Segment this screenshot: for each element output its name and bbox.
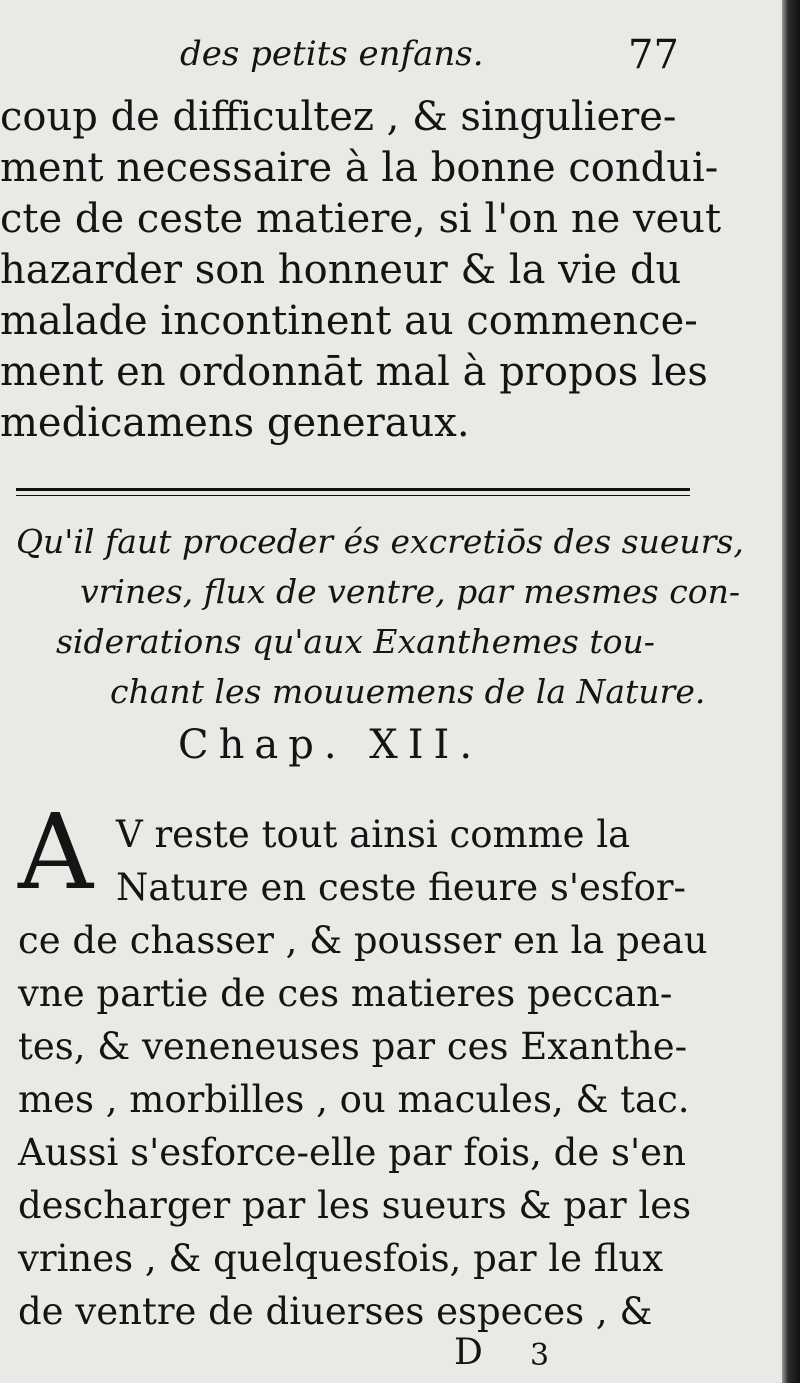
text-line: mes , morbilles , ou macules, & tac.	[18, 1078, 690, 1121]
text-line: Nature en ceste fieure s'esfor-	[116, 866, 687, 909]
page-gutter-shadow	[782, 0, 800, 1383]
chapter-title-line: chant les mouuemens de la Nature.	[110, 672, 706, 711]
section-rule-thin	[16, 495, 690, 496]
signature-mark: D	[454, 1332, 483, 1373]
text-line: malade incontinent au commence-	[0, 298, 698, 344]
text-line: ment en ordonnāt mal à propos les	[0, 349, 708, 395]
text-line: cte de ceste matiere, si l'on ne veut	[0, 196, 722, 242]
text-line: ment necessaire à la bonne condui-	[0, 145, 719, 191]
text-line: Aussi s'esforce-elle par fois, de s'en	[18, 1131, 686, 1174]
text-line: vrines , & quelquesfois, par le flux	[18, 1237, 664, 1280]
chapter-title-line: Qu'il faut proceder és excretiōs des sueurs,	[16, 522, 744, 561]
text-line: vne partie de ces matieres peccan-	[18, 972, 673, 1015]
text-line: coup de difficultez , & singuliere-	[0, 94, 677, 140]
drop-cap: A	[18, 791, 94, 913]
text-line: V reste tout ainsi comme la	[116, 813, 631, 856]
signature-number: 3	[530, 1338, 550, 1373]
section-rule	[16, 488, 690, 491]
chapter-title-line: siderations qu'aux Exanthemes tou-	[56, 622, 655, 661]
text-line: ce de chasser , & pousser en la peau	[18, 919, 708, 962]
text-line: de ventre de diuerses especes , &	[18, 1290, 653, 1333]
text-line: medicamens generaux.	[0, 400, 470, 446]
text-line: hazarder son honneur & la vie du	[0, 247, 682, 293]
chapter-title-line: vrines, flux de ventre, par mesmes con-	[80, 572, 740, 611]
text-line: tes, & veneneuses par ces Exanthe-	[18, 1025, 688, 1068]
text-line: descharger par les sueurs & par les	[18, 1184, 692, 1227]
running-head-title: des petits enfans.	[180, 34, 484, 74]
page-number: 77	[628, 32, 679, 78]
chapter-heading: Chap. XII.	[178, 722, 483, 768]
